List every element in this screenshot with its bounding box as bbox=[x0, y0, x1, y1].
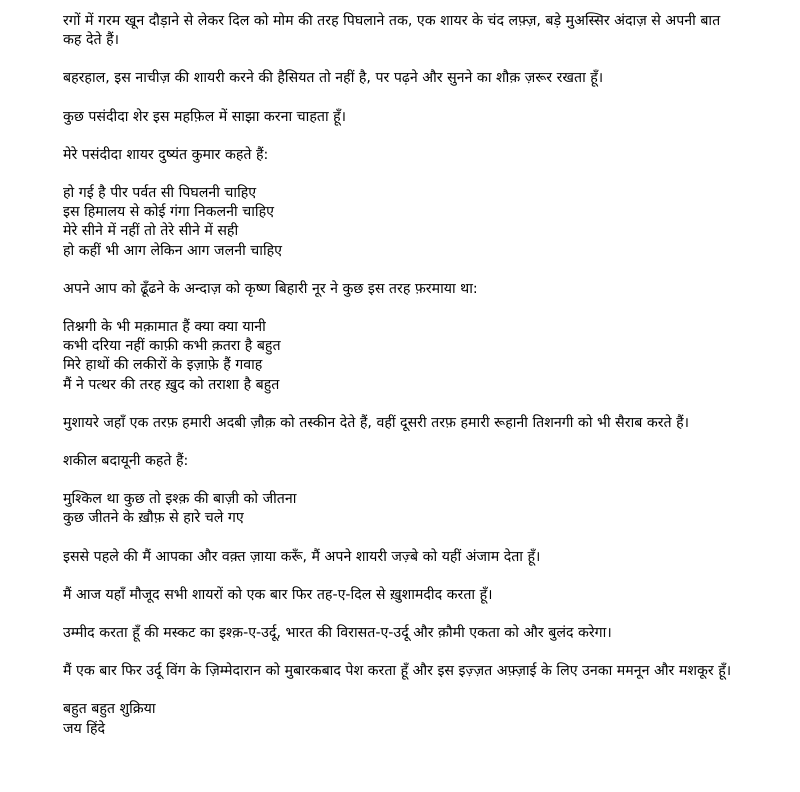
poem-line: कुछ जीतने के ख़ौफ़ से हारे चले गए bbox=[63, 510, 244, 527]
welcome-paragraph: मैं आज यहाँ मौजूद सभी शायरों को एक बार फिर तह-ए-दिल से ख़ुशामदीद करता हूँ। bbox=[63, 586, 493, 603]
poem-line: मुश्किल था कुछ तो इश्क़ की बाज़ी को जीतना bbox=[63, 491, 297, 508]
poem-shakeel-badayuni bbox=[63, 490, 743, 528]
poem-line: मिरे हाथों की लकीरों के इज़ाफ़े हैं गवाह bbox=[63, 357, 263, 374]
share-couplets-paragraph: कुछ पसंदीदा शेर इस महफ़िल में साझा करना चाहता हूँ। bbox=[63, 108, 347, 125]
poem-line: मेरे सीने में नहीं तो तेरे सीने में सही bbox=[63, 223, 239, 240]
hope-paragraph: उम्मीद करता हूँ की मस्कट का इश्क़-ए-उर्दू, भारत की विरासत-ए-उर्दू और क़ौमी एकता को और बुलंद करेगा। bbox=[63, 625, 612, 642]
intro-paragraph: रगों में गरम खून दौड़ाने से लेकर दिल को मोम की तरह पिघलाने तक, एक शायर के चंद लफ़्ज़, बड़े मुअस्सिर अंदाज़ से अपनी बात कह देते हैं। bbox=[63, 13, 721, 49]
poem-line: हो कहीं भी आग लेकिन आग जलनी चाहिए bbox=[63, 242, 283, 259]
poem-line: मैं ने पत्थर की तरह ख़ुद को तराशा है बहुत bbox=[63, 376, 280, 393]
mushaira-paragraph: मुशायरे जहाँ एक तरफ़ हमारी अदबी ज़ौक़ को तस्कीन देते हैं, वहीं दूसरी तरफ़ हमारी रूहानी तिशनगी को भी सैराब करते हैं। bbox=[63, 414, 690, 431]
closing-signature bbox=[63, 700, 743, 738]
poem-line: कभी दरिया नहीं काफ़ी कभी क़तरा है बहुत bbox=[63, 338, 281, 355]
document-body bbox=[63, 12, 743, 758]
hobby-paragraph: बहरहाल, इस नाचीज़ की शायरी करने की हैसियत तो नहीं है, पर पढ़ने और सुनने का शौक़ ज़रूर रखता हूँ। bbox=[63, 70, 604, 87]
congratulations-paragraph: मैं एक बार फिर उर्दू विंग के ज़िम्मेदारान को मुबारकबाद पेश करता हूँ और इस इज़्ज़त अफ़्ज़ाई के लिए उनका ममनून और मशकूर हूँ। bbox=[63, 663, 732, 680]
conclusion-paragraph: इससे पहले की मैं आपका और वक़्त ज़ाया करूँ, मैं अपने शायरी जज़्बे को यहीं अंजाम देता हूँ। bbox=[63, 548, 541, 565]
poem-krishna-bihari-noor bbox=[63, 318, 743, 395]
dushyant-intro-paragraph: मेरे पसंदीदा शायर दुष्यंत कुमार कहते हैं: bbox=[63, 146, 269, 163]
jai-hind-line: जय हिंदे bbox=[63, 720, 106, 737]
poem-line: हो गई है पीर पर्वत सी पिघलनी चाहिए bbox=[63, 185, 257, 202]
poem-line: इस हिमालय से कोई गंगा निकलनी चाहिए bbox=[63, 204, 274, 221]
poem-dushyant-kumar bbox=[63, 184, 743, 261]
krishna-bihari-intro-paragraph: अपने आप को ढूँढने के अन्दाज़ को कृष्ण बिहारी नूर ने कुछ इस तरह फ़रमाया था: bbox=[63, 280, 478, 297]
poem-line: तिश्नगी के भी मक़ामात हैं क्या क्या यानी bbox=[63, 319, 266, 336]
shakeel-intro-paragraph: शकील बदायूनी कहते हैं: bbox=[63, 453, 189, 470]
thanks-line: बहुत बहुत शुक्रिया bbox=[63, 701, 156, 718]
